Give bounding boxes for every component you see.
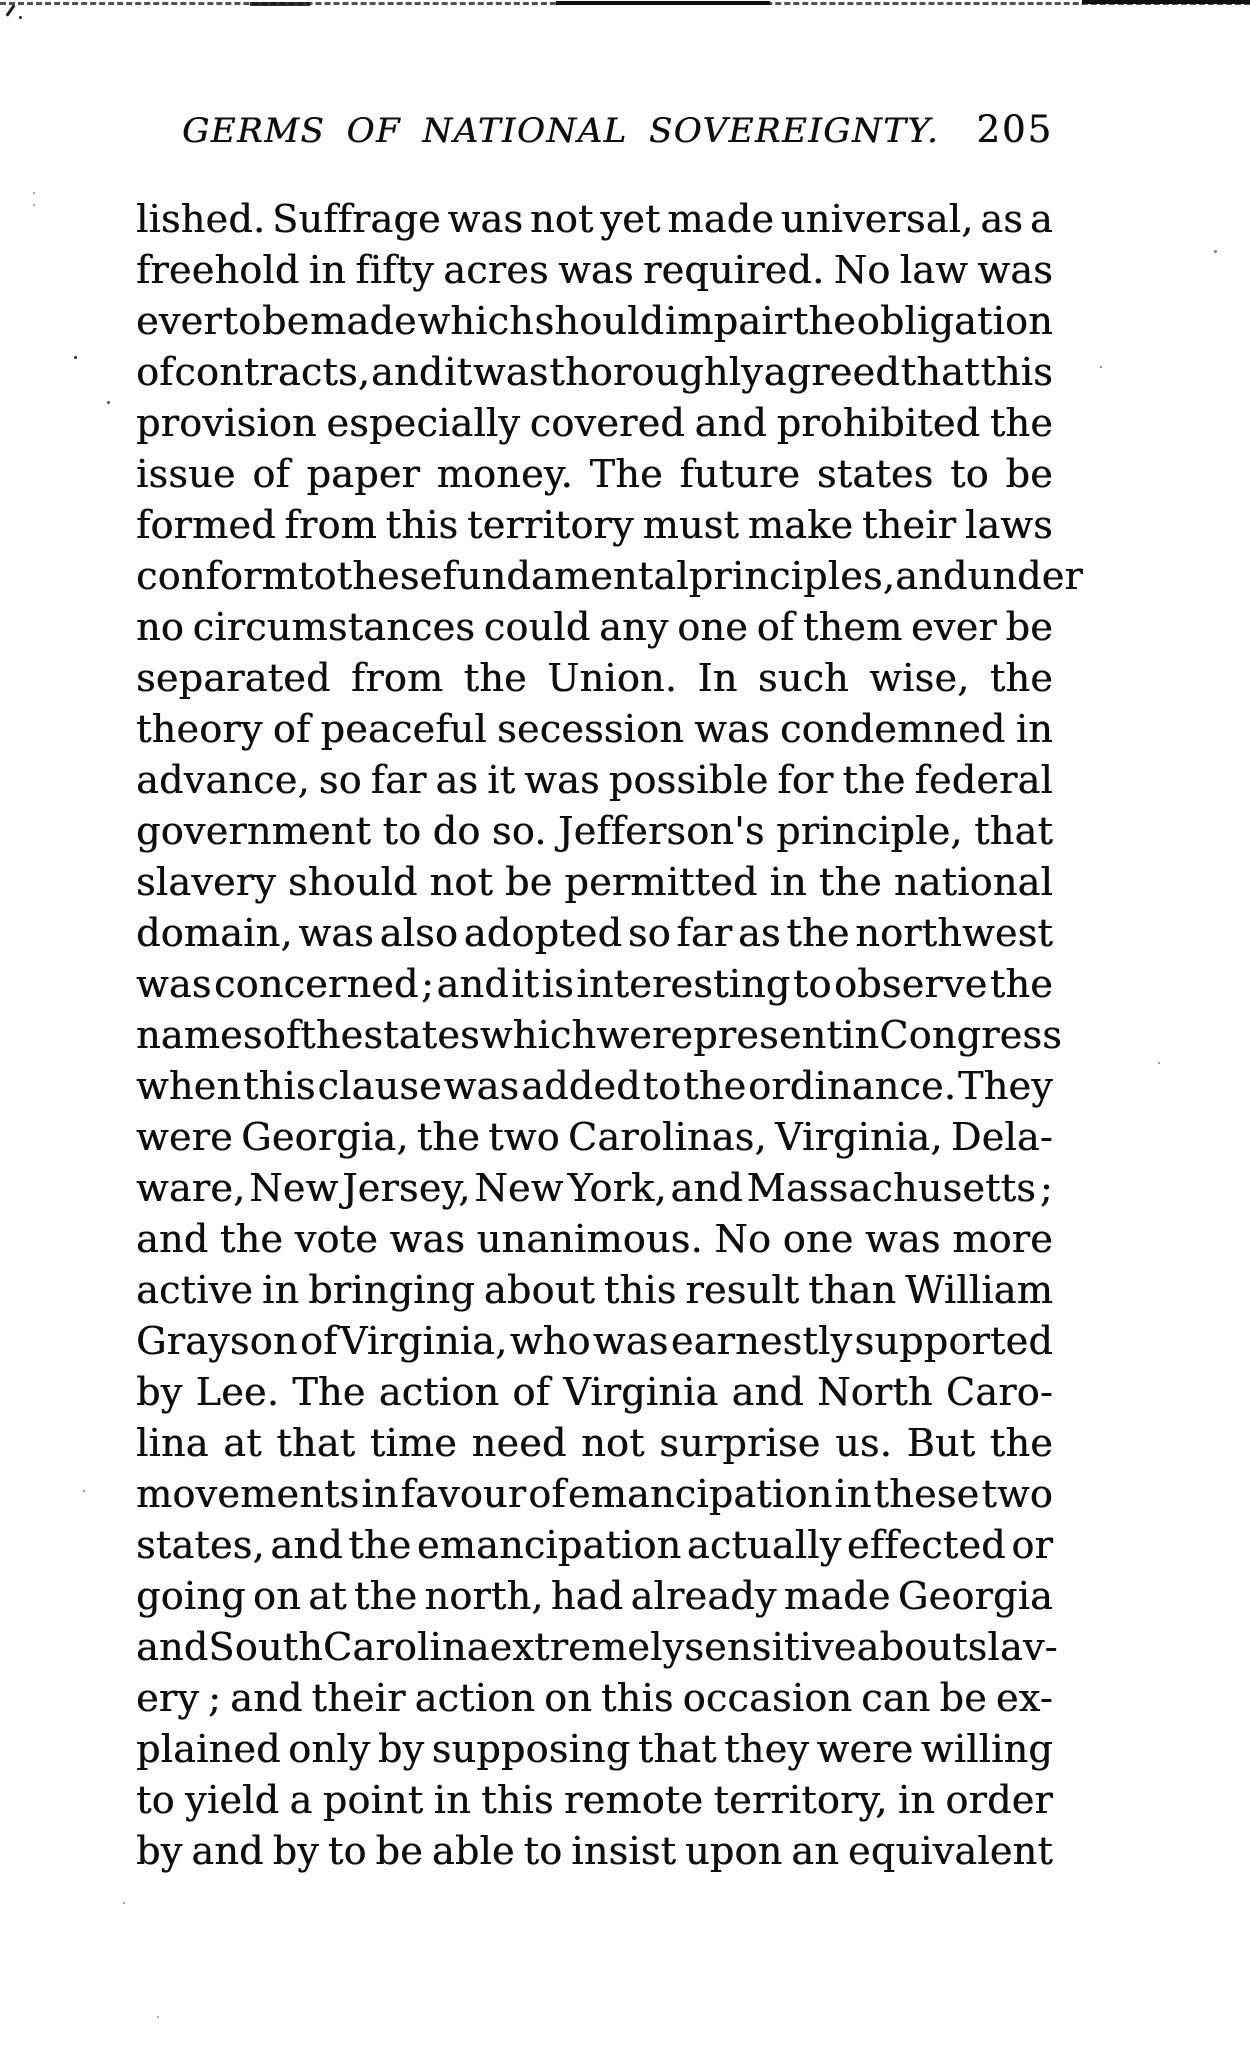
text-line: advance, so far as it was possible for the federal (136, 758, 1053, 802)
text-line: lina at that time need not surprise us. But the (136, 1421, 1053, 1465)
scan-artifact-segment (250, 2, 310, 6)
scan-speck (1214, 250, 1217, 253)
text-line: going on at the north, had already made Georgia (136, 1574, 1053, 1618)
text-line: by and by to be able to insist upon an equivalent (136, 1829, 1053, 1873)
text-line: domain, was also adopted so far as the northwest (136, 911, 1053, 955)
text-line: lished. Suffrage was not yet made universal, as a (136, 197, 1053, 241)
text-line: issue of paper money. The future states to be (136, 452, 1053, 496)
scan-speck (33, 192, 35, 194)
scan-speck (74, 356, 77, 359)
text-line: and the vote was unanimous. No one was more (136, 1217, 1053, 1261)
page-number: 205 (976, 108, 1053, 151)
text-line: provision especially covered and prohibited the (136, 401, 1053, 445)
text-line: by Lee. The action of Virginia and North Caro- (136, 1370, 1053, 1414)
text-line: of contracts, and it was thoroughly agreed that this (136, 350, 1053, 394)
text-line: movements in favour of emancipation in these two (136, 1472, 1053, 1516)
text-line: names of the states which were present in Congress (136, 1013, 1062, 1057)
scan-speck (33, 204, 35, 206)
text-line: formed from this territory must make their laws (136, 503, 1053, 547)
text-line: ery ; and their action on this occasion can be ex- (136, 1676, 1053, 1720)
text-line: ever to be made which should impair the obligation (136, 299, 1053, 343)
text-line: conform to these fundamental principles, and under (136, 554, 1083, 598)
text-line: Grayson of Virginia, who was earnestly supported (136, 1319, 1053, 1363)
text-line: and South Carolina extremely sensitive about slav- (136, 1625, 1058, 1669)
scan-speck (123, 1902, 125, 1904)
chapter-title: GERMS OF NATIONAL SOVEREIGNTY. (182, 111, 940, 151)
scan-artifact-segment (1082, 0, 1250, 4)
text-line: theory of peaceful secession was condemned in (136, 707, 1053, 751)
page-body (136, 194, 1083, 1877)
scan-speck (107, 401, 110, 404)
scan-speck (83, 1490, 85, 1492)
scan-artifact-segment (556, 1, 770, 5)
running-head (136, 108, 1053, 151)
scan-speck (1158, 1062, 1160, 1064)
text-line: was concerned ; and it is interesting to observe the (136, 962, 1053, 1006)
text-line: were Georgia, the two Carolinas, Virginia, Dela- (136, 1115, 1053, 1159)
text-line: government to do so. Jefferson's principle, that (136, 809, 1053, 853)
scan-speck (1100, 366, 1102, 368)
text-line: plained only by supposing that they were willing (136, 1727, 1053, 1771)
text-line: to yield a point in this remote territory, in order (136, 1778, 1053, 1822)
text-line: states, and the emancipation actually effected or (136, 1523, 1053, 1567)
text-line: slavery should not be permitted in the national (136, 860, 1053, 904)
text-line: ware, New Jersey, New York, and Massachusetts ; (136, 1166, 1053, 1210)
scan-speck (157, 2016, 159, 2018)
text-line: separated from the Union. In such wise, the (136, 656, 1053, 700)
text-line: freehold in fifty acres was required. No law was (136, 248, 1053, 292)
scan-artifact-mark (19, 16, 22, 19)
scan-artifact-mark (6, 4, 16, 16)
text-line: when this clause was added to the ordinance. They (136, 1064, 1053, 1108)
text-line: no circumstances could any one of them ever be (136, 605, 1053, 649)
text-line: active in bringing about this result than William (136, 1268, 1053, 1312)
